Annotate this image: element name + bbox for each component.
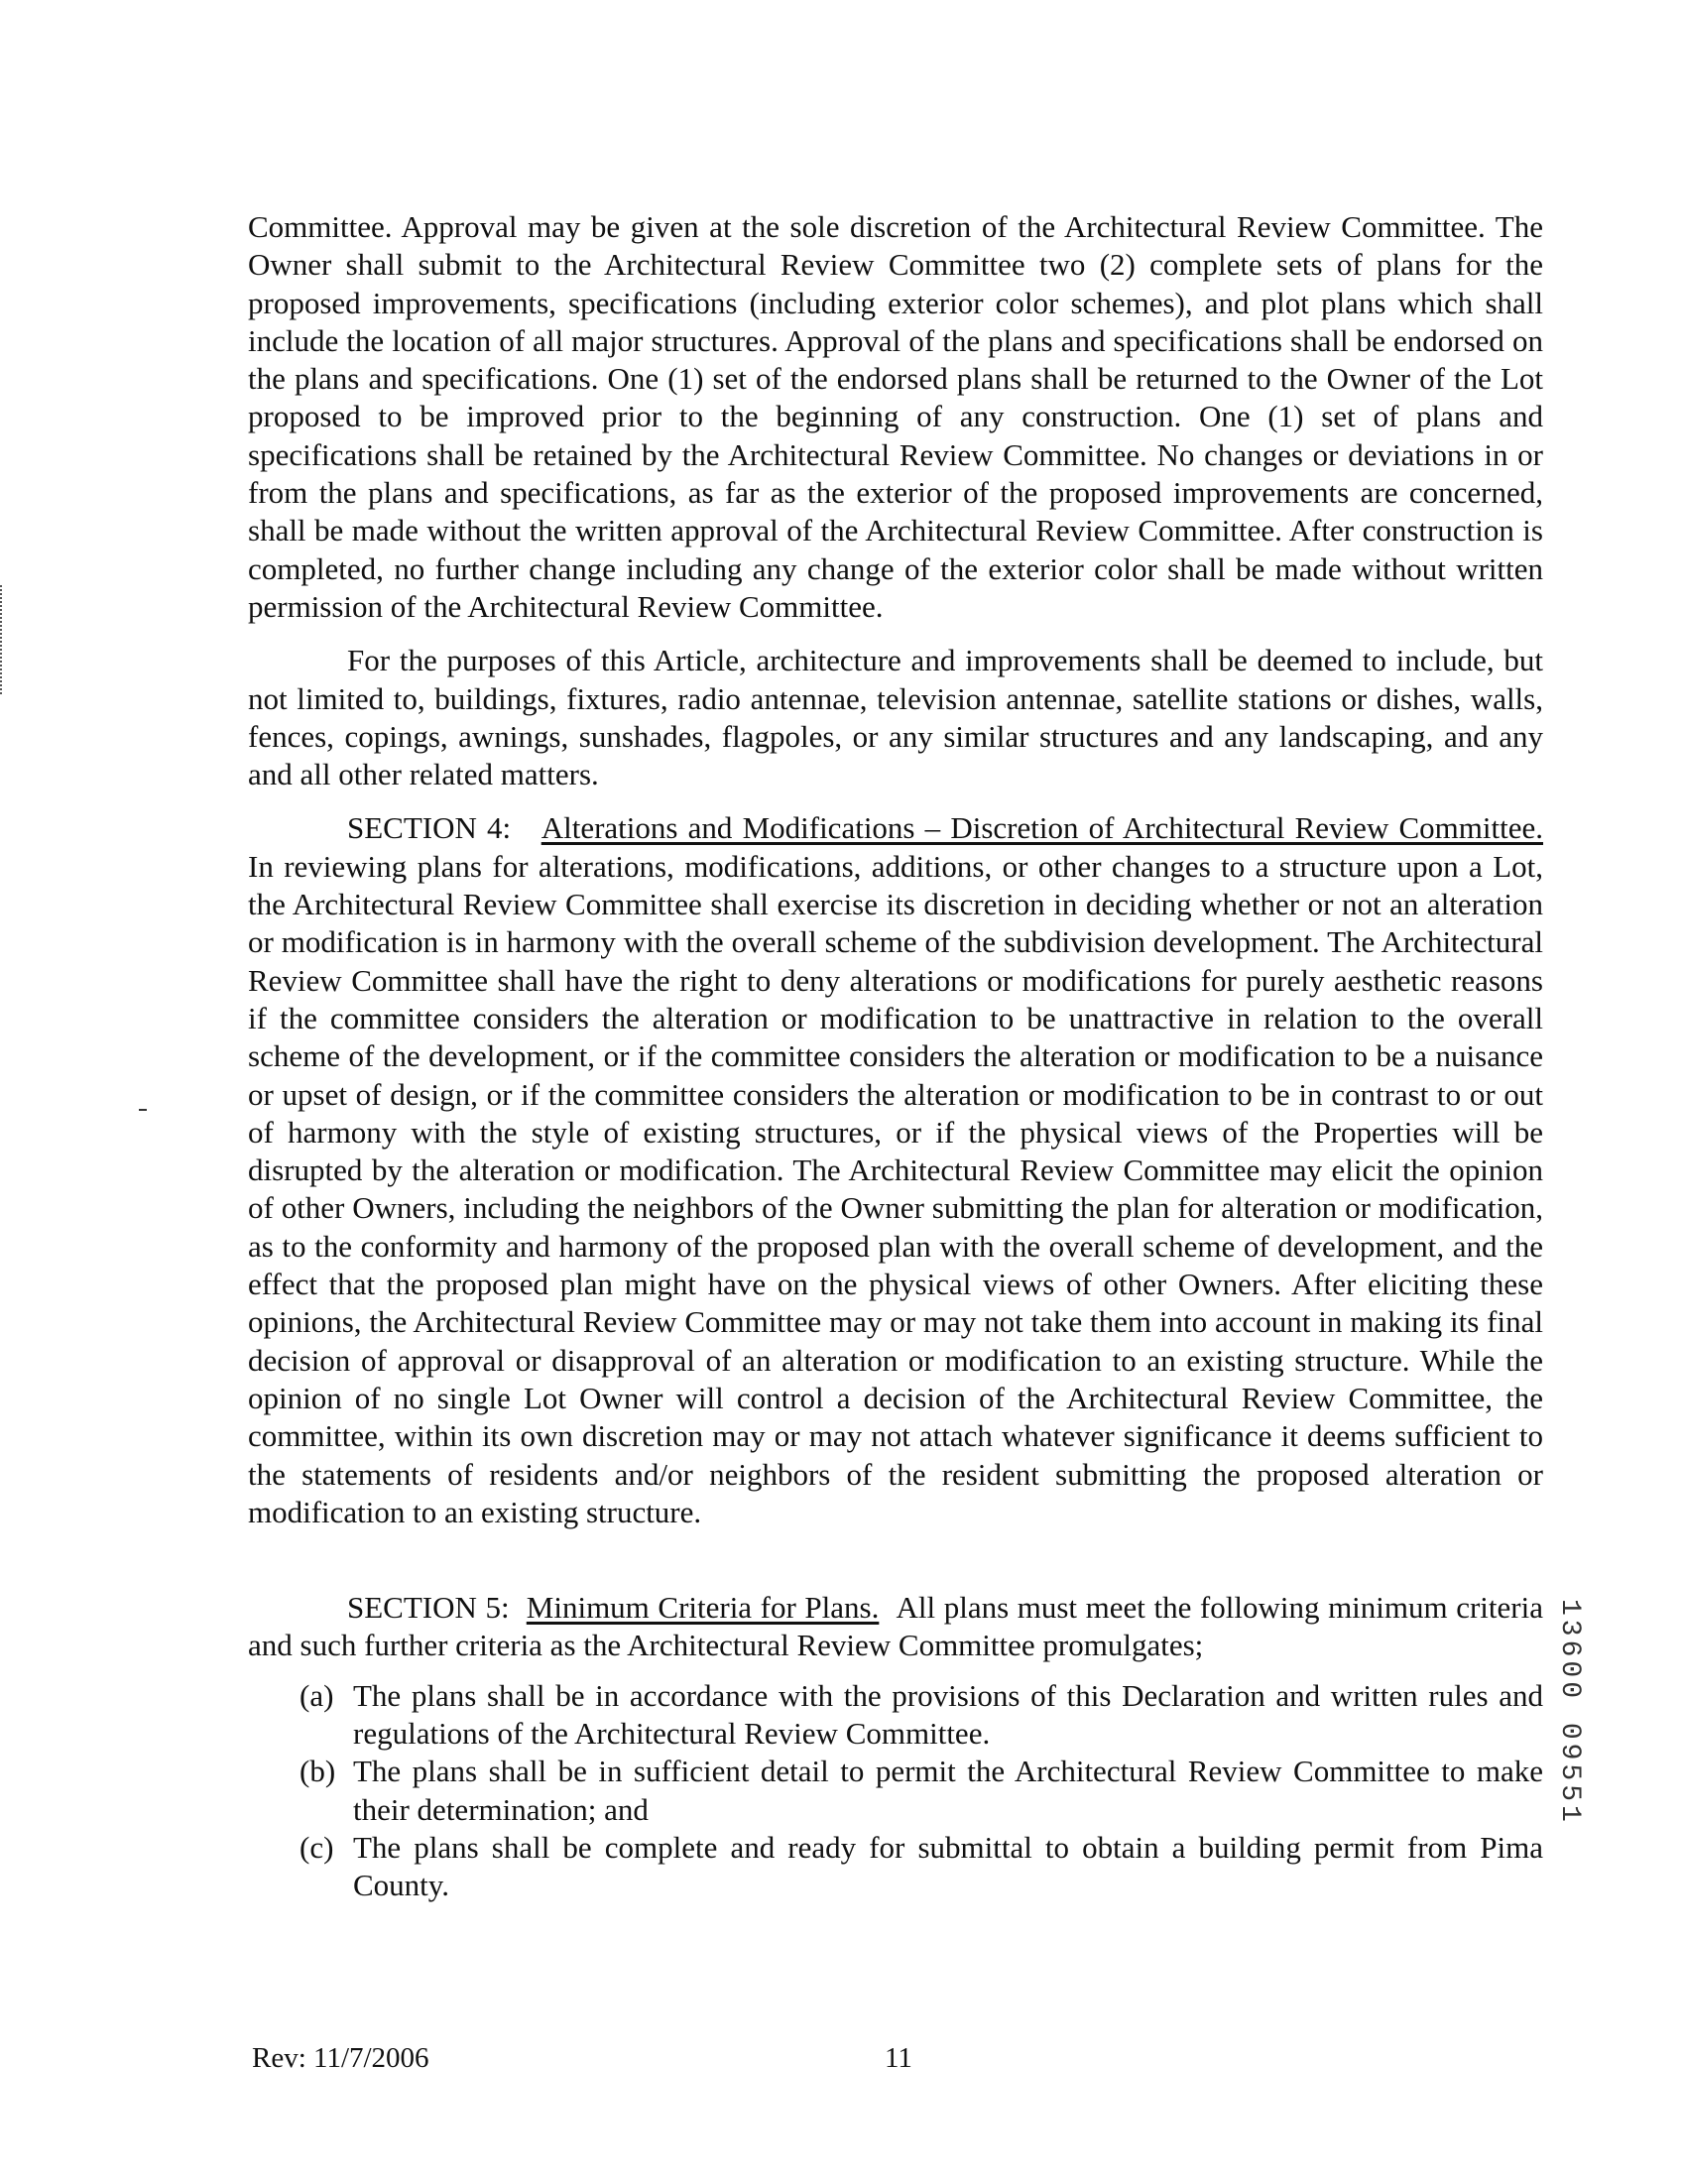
recording-stamp: 13600 09551: [1554, 1599, 1585, 1826]
section-4-heading: Alterations and Modifications – Discretion of Architectural Review Committee.: [541, 810, 1544, 846]
section-5: [248, 1589, 1543, 1665]
list-item-text: The plans shall be in accordance with the provisions of this Declaration and written rules and regulations of the Architectural Review Committee.: [353, 1677, 1543, 1751]
list-marker: (b): [300, 1754, 336, 1789]
paragraph-approval-process: Committee. Approval may be given at the sole discretion of the Architectural Review Committee. The Owner shall submit to the Architectural Review Committee two (2) complete sets of plans for the proposed improvements, specifications (including exterior color schemes), and plot plans which shall include the location of all major structures. Approval of the plans and specifications shall be endorsed on the plans and specifications. One (1) set of the endorsed plans shall be returned to the Owner of the Lot proposed to be improved prior to the beginning of any construction. One (1) set of plans and specifications shall be retained by the Architectural Review Committee. No changes or deviations in or from the plans and specifications, as far as the exterior of the proposed improvements are concerned, shall be made without the written approval of the Architectural Review Committee. After construction is completed, no further change including any change of the exterior color shall be made without written permission of the Architectural Review Committee.: [248, 209, 1543, 624]
section-5-body: All plans must meet the following minimum criteria and such further criteria as the Architectural Review Committee promulgates;: [248, 1590, 1543, 1663]
scan-edge-marks: [0, 585, 5, 694]
section-4-body: In reviewing plans for alterations, modifications, additions, or other changes to a structure upon a Lot, the Architectural Review Committee shall exercise its discretion in deciding whether or not an alteration or modification is in harmony with the overall scheme of the subdivision development. The Architectural Review Committee shall have the right to deny alterations or modifications for purely aesthetic reasons if the committee considers the alteration or modification to be unattractive in relation to the overall scheme of the development, or if the committee considers the alteration or modification to be a nuisance or upset of design, or if the committee considers the alteration or modification to be in contrast to or out of harmony with the style of existing structures, or if the physical views of the Properties will be disrupted by the alteration or modification. The Architectural Review Committee may elicit the opinion of other Owners, including the neighbors of the Owner submitting the plan for alteration or modification, as to the conformity and harmony of the proposed plan with the overall scheme of development, and the effect that the proposed plan might have on the physical views of other Owners. After eliciting these opinions, the Architectural Review Committee may or may not take them into account in making its final decision of approval or disapproval of an alteration or modification to an existing structure. While the opinion of no single Lot Owner will control a decision of the Architectural Review Committee, the committee, within its own discretion may or may not attach whatever significance it deems sufficient to the statements of residents and/or neighbors of the resident submitting the proposed alteration or modification to an existing structure.: [248, 848, 1543, 1529]
section-4: [248, 809, 1543, 1531]
revision-date: Rev: 11/7/2006: [252, 2042, 429, 2074]
list-item: [300, 1753, 1543, 1829]
list-marker: (a): [300, 1677, 334, 1713]
list-item-text: The plans shall be complete and ready for submittal to obtain a building permit from Pima County.: [353, 1829, 1543, 1903]
page-number: 11: [885, 2042, 912, 2074]
section-4-label: SECTION 4:: [347, 810, 512, 846]
document-body: [248, 208, 1543, 1904]
list-item-text: The plans shall be in sufficient detail to permit the Architectural Review Committee to make their determination; and: [353, 1754, 1543, 1827]
list-marker: (c): [300, 1829, 334, 1865]
section-5-heading: Minimum Criteria for Plans.: [526, 1590, 880, 1626]
paragraph-improvements-definition: For the purposes of this Article, architecture and improvements shall be deemed to include, but not limited to, buildings, fixtures, radio antennae, television antennae, satellite stations or dishes, walls, fences, copings, awnings, sunshades, flagpoles, or any similar structures and any landscaping, and any and all other related matters.: [248, 643, 1543, 792]
scan-artifact: [139, 1109, 147, 1111]
section-5-label: SECTION 5:: [347, 1590, 510, 1626]
list-item: [300, 1677, 1543, 1754]
list-item: [300, 1829, 1543, 1905]
criteria-list: [248, 1677, 1543, 1905]
